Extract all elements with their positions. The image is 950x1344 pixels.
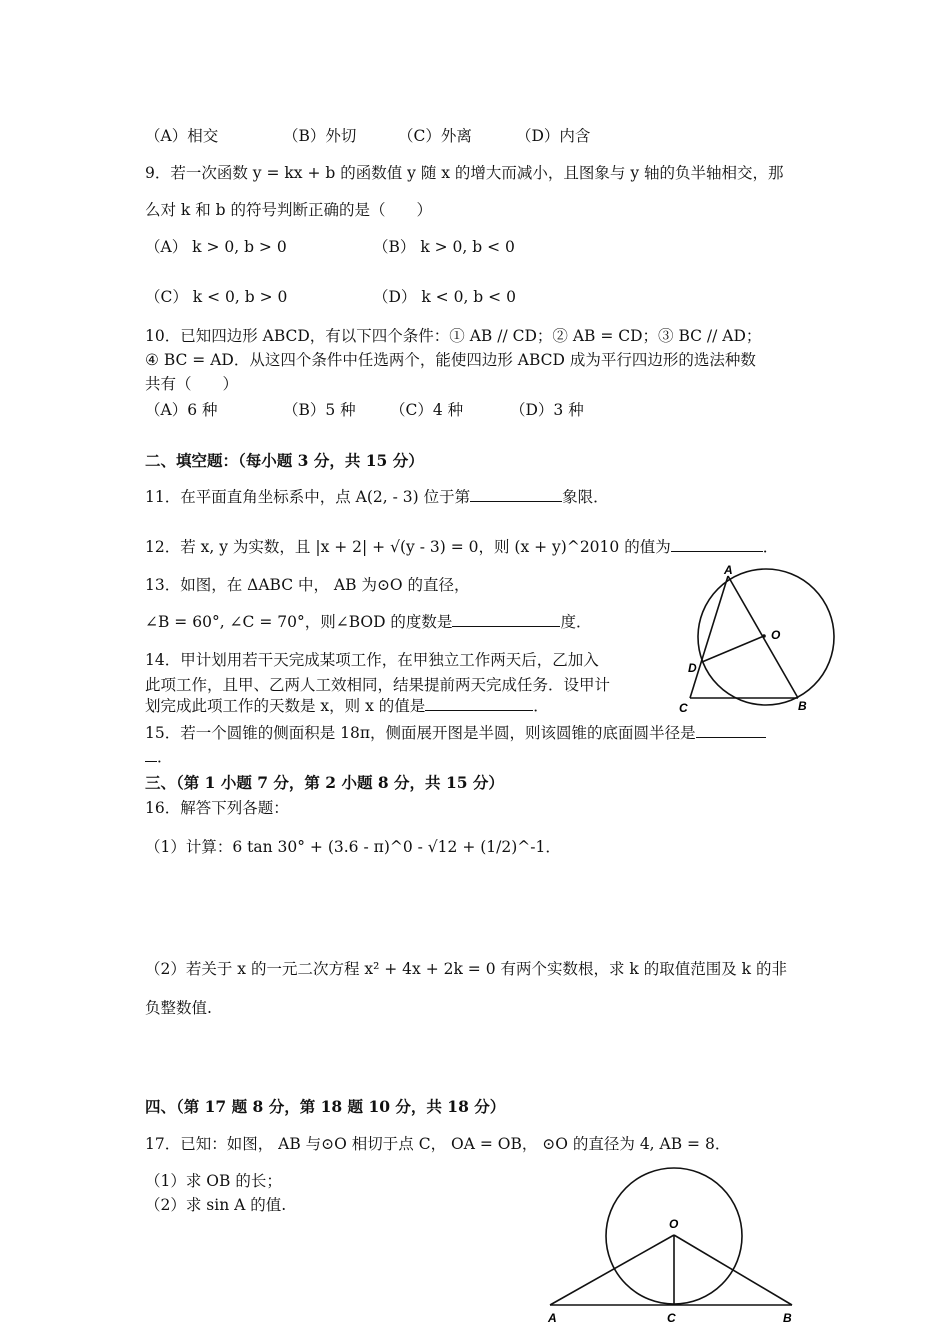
q15-text: 15．若一个圆锥的侧面积是 18π，侧面展开图是半圆，则该圆锥的底面圆半径是 (145, 724, 696, 742)
q8-option-c: （C）外离 (398, 127, 472, 145)
q16-title: 16．解答下列各题： (145, 799, 289, 817)
q13-line2 (145, 611, 591, 633)
q8-option-b: （B）外切 (283, 127, 357, 145)
q13-line1: 13．如图，在 ΔABC 中， AB 为⊙O 的直径， (145, 576, 470, 594)
q9-option-b: （B） k > 0, b < 0 (373, 238, 515, 256)
q14-text: 划完成此项工作的天数是 x，则 x 的值是 (145, 697, 426, 715)
q16-part1: （1）计算：6 tan 30° + (3.6 - π)^0 - √12 + (1/2)^-1． (145, 838, 561, 856)
q10-option-b: （B）5 种 (283, 401, 356, 419)
q11-text: 11．在平面直角坐标系中，点 A(2, - 3) 位于第 (145, 488, 471, 506)
q9-option-a: （A） k > 0, b > 0 (145, 238, 287, 256)
q10-option-d: （D）3 种 (510, 401, 584, 419)
q13-segment-ac (690, 576, 728, 698)
section3-title: 三、（第 1 小题 7 分，第 2 小题 8 分，共 15 分） (145, 773, 504, 792)
q9-option-d: （D） k < 0, b < 0 (373, 288, 516, 306)
q17-label-a: A (548, 1311, 557, 1325)
q15 (145, 722, 766, 744)
q13-text-end: 度． (560, 613, 592, 631)
q13-figure (676, 560, 846, 720)
q14-line3 (145, 695, 549, 717)
q13-label-c: C (679, 701, 688, 715)
q10-option-a: （A）6 种 (145, 401, 218, 419)
q9-line2: 么对 k 和 b 的符号判断正确的是（ ） (145, 201, 433, 219)
q8-option-d: （D）内含 (516, 127, 591, 145)
q13-answer-blank[interactable] (452, 611, 560, 627)
q13-label-b: B (798, 699, 807, 713)
section2-title: 二、填空题：（每小题 3 分，共 15 分） (145, 451, 424, 470)
q9-line1: 9．若一次函数 y = kx + b 的函数值 y 随 x 的增大而减小，且图象与 y 轴的负半轴相交，那 (145, 164, 784, 182)
q14-answer-blank[interactable] (425, 695, 533, 711)
q17-part1: （1）求 OB 的长； (145, 1172, 282, 1190)
q11 (145, 486, 609, 508)
q10-line2: ④ BC = AD．从这四个条件中任选两个，能使四边形 ABCD 成为平行四边形的选法种数 (145, 351, 756, 369)
q13-text: ∠B = 60°, ∠C = 70°，则∠BOD 的度数是 (145, 613, 453, 631)
q11-text-end: 象限． (562, 488, 609, 506)
q15-answer-blank-cont[interactable] (145, 746, 157, 762)
q13-circle (698, 569, 834, 705)
q17-label-b: B (783, 1311, 792, 1325)
q17-line1: 17．已知：如图， AB 与⊙O 相切于点 C， OA = OB， ⊙O 的直径为 4, AB = 8． (145, 1135, 731, 1153)
q12-answer-blank[interactable] (671, 536, 763, 552)
q17-segment-ob (674, 1235, 792, 1305)
q8-option-a: （A）相交 (145, 127, 219, 145)
q10-line1: 10．已知四边形 ABCD，有以下四个条件：① AB // CD；② AB = CD；③ BC // AD； (145, 327, 762, 345)
q11-answer-blank[interactable] (470, 486, 562, 502)
q16-part2-line2: 负整数值. (145, 999, 212, 1017)
q12-text-end: ． (762, 538, 779, 556)
q17-figure (540, 1160, 810, 1340)
q13-label-o: O (771, 628, 781, 642)
q17-label-o: O (669, 1217, 679, 1231)
q13-center-dot (762, 634, 766, 638)
q15-answer-blank[interactable] (696, 722, 766, 738)
q17-label-c: C (667, 1311, 676, 1325)
q15-text-end: ． (157, 748, 173, 766)
q13-label-a: A (724, 563, 733, 577)
q10-line3: 共有（ ） (145, 375, 239, 393)
q10-option-c: （C）4 种 (390, 401, 464, 419)
q9-option-c: （C） k < 0, b > 0 (145, 288, 288, 306)
q16-part2-line1: （2）若关于 x 的一元二次方程 x² + 4x + 2k = 0 有两个实数根，求 k 的取值范围及 k 的非 (145, 960, 788, 978)
q12 (145, 536, 778, 558)
q15-line2 (145, 746, 173, 768)
q12-text: 12．若 x, y 为实数，且 |x + 2| + √(y - 3) = 0，则 (x + y)^2010 的值为 (145, 538, 671, 556)
q13-label-d: D (688, 661, 697, 675)
q14-text-end: ． (533, 697, 549, 715)
section4-title: 四、（第 17 题 8 分，第 18 题 10 分，共 18 分） (145, 1097, 506, 1116)
q17-part2: （2）求 sin A 的值. (145, 1196, 287, 1214)
q14-line2: 此项工作，且甲、乙两人工效相同，结果提前两天完成任务．设甲计 (145, 676, 611, 694)
q13-segment-od (702, 636, 764, 662)
q17-segment-oa (550, 1235, 674, 1305)
q14-line1: 14．甲计划用若干天完成某项工作，在甲独立工作两天后，乙加入 (145, 651, 599, 669)
